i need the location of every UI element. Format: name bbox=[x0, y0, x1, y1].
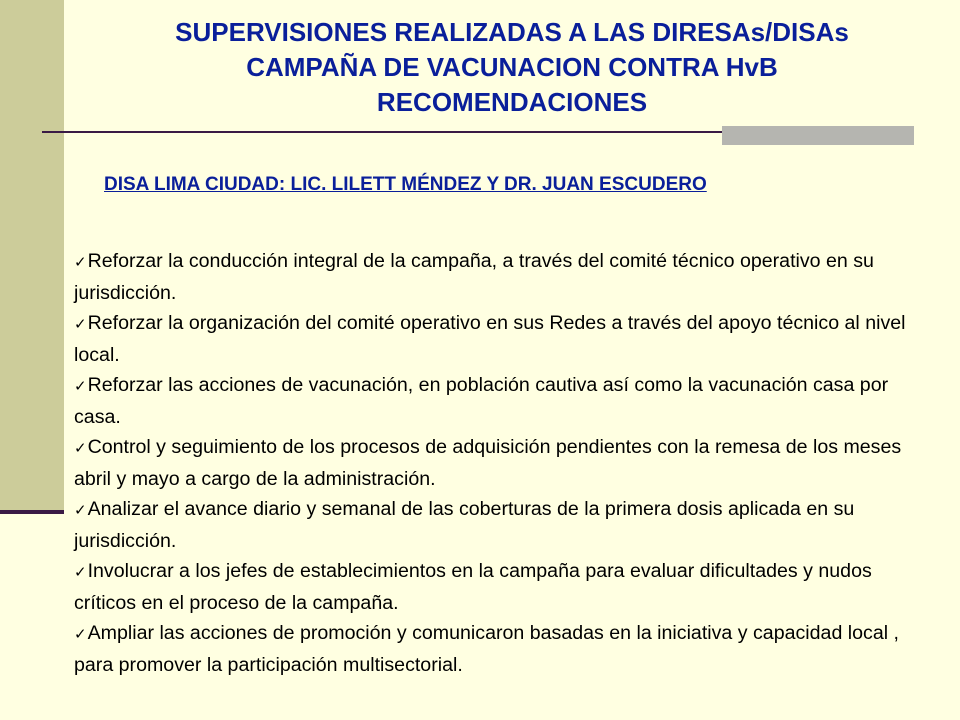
title-line: CAMPAÑA DE VACUNACION CONTRA HvB bbox=[246, 52, 778, 82]
recommendation-text: Reforzar las acciones de vacunación, en población cautiva así como la vacunación casa por casa. bbox=[74, 374, 889, 428]
page-title bbox=[64, 15, 960, 120]
recommendation-text: Reforzar la conducción integral de la campaña, a través del comité técnico operativo en su jurisdicción. bbox=[74, 250, 874, 304]
checkmark-icon: ✓ bbox=[74, 626, 87, 643]
left-decorative-band bbox=[0, 0, 64, 512]
title-line: RECOMENDACIONES bbox=[376, 87, 648, 117]
checkmark-icon: ✓ bbox=[74, 254, 87, 271]
section-subtitle: DISA LIMA CIUDAD: LIC. LILETT MÉNDEZ Y DR. JUAN ESCUDERO bbox=[104, 174, 707, 195]
recommendation-item bbox=[74, 556, 934, 618]
header-divider-accent bbox=[722, 126, 914, 145]
recommendation-text: Reforzar la organización del comité operativo en sus Redes a través del apoyo técnico al nivel local. bbox=[74, 312, 906, 366]
recommendations-list bbox=[74, 246, 934, 680]
recommendation-item bbox=[74, 246, 934, 308]
recommendation-item bbox=[74, 308, 934, 370]
recommendation-item bbox=[74, 618, 934, 680]
recommendation-text: Analizar el avance diario y semanal de las coberturas de la primera dosis aplicada en su jurisdicción. bbox=[74, 498, 855, 552]
recommendation-item bbox=[74, 432, 934, 494]
recommendation-item bbox=[74, 494, 934, 556]
recommendation-text: Control y seguimiento de los procesos de adquisición pendientes con la remesa de los meses abril y mayo a cargo de la administración. bbox=[74, 436, 902, 490]
checkmark-icon: ✓ bbox=[74, 440, 87, 457]
recommendation-item bbox=[74, 370, 934, 432]
title-line: SUPERVISIONES REALIZADAS A LAS DIRESAs/DISAs bbox=[175, 17, 849, 47]
left-band-divider bbox=[0, 510, 64, 514]
checkmark-icon: ✓ bbox=[74, 502, 87, 519]
recommendation-text: Involucrar a los jefes de establecimientos en la campaña para evaluar dificultades y nudos críticos en el proceso de la campaña. bbox=[74, 560, 872, 614]
checkmark-icon: ✓ bbox=[74, 378, 87, 395]
checkmark-icon: ✓ bbox=[74, 564, 87, 581]
checkmark-icon: ✓ bbox=[74, 316, 87, 333]
recommendation-text: Ampliar las acciones de promoción y comunicaron basadas en la iniciativa y capacidad local , para promover la participación multisectorial. bbox=[74, 622, 899, 676]
